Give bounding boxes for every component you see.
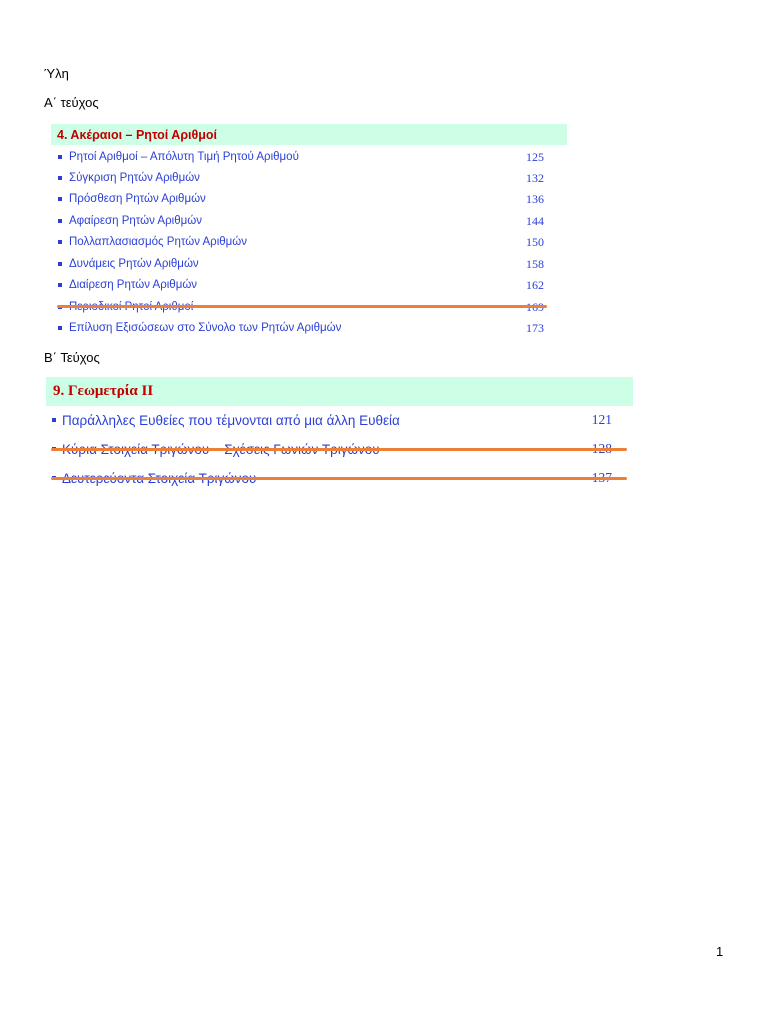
toc-item-title: Δυνάμεις Ρητών Αριθμών [69,258,199,270]
toc-item [58,255,544,273]
toc-item-page: 162 [526,277,544,292]
strikethrough-line [51,477,627,480]
toc-item [58,190,544,208]
toc-item [52,409,612,431]
toc-item-page: 158 [526,256,544,271]
toc-item-title: Διαίρεση Ρητών Αριθμών [69,279,198,291]
toc-item-page: 136 [526,191,544,206]
toc-item-page: 150 [526,234,544,249]
toc-item [58,148,544,166]
toc-item-page: 125 [526,149,544,164]
bullet-icon [58,219,62,223]
volume-b-label: Β΄ Τεύχος [44,350,100,365]
bullet-icon [58,262,62,266]
toc-item-title: Πρόσθεση Ρητών Αριθμών [69,193,206,205]
toc-item-page: 121 [591,412,612,427]
toc-item [58,319,544,337]
bullet-icon [58,197,62,201]
bullet-icon [58,326,62,330]
toc-item-title: Σύγκριση Ρητών Αριθμών [69,172,200,184]
volume-a-label: Α΄ τεύχος [44,95,99,110]
toc-item-title: Αφαίρεση Ρητών Αριθμών [69,215,202,227]
page-number: 1 [716,944,724,959]
toc-item [58,169,544,187]
chapter-b-header [46,377,633,406]
toc-item [58,233,544,251]
toc-item-page: 144 [526,213,544,228]
bullet-icon [52,418,56,422]
strikethrough-line [57,305,547,308]
chapter-a-title: 4. Ακέραιοι – Ρητοί Αριθμοί [57,127,218,142]
toc-item-title: Ρητοί Αριθμοί – Απόλυτη Τιμή Ρητού Αριθμού [69,151,299,163]
toc-item-title: Παράλληλες Ευθείες που τέμνονται από μια άλλη Ευθεία [62,412,400,428]
strikethrough-line [51,448,627,451]
bullet-icon [58,240,62,244]
bullet-icon [58,155,62,159]
page-heading: Ύλη [44,66,69,81]
toc-item-page: 173 [526,320,544,335]
bullet-icon [58,283,62,287]
toc-item-title: Επίλυση Εξισώσεων στο Σύνολο των Ρητών Αριθμών [69,322,342,334]
toc-item [58,276,544,294]
chapter-b-title: 9. Γεωμετρία ΙΙ [53,383,154,399]
toc-item-page: 132 [526,170,544,185]
toc-item-title: Πολλαπλασιασμός Ρητών Αριθμών [69,236,248,248]
chapter-a-header [51,124,567,145]
toc-item [58,212,544,230]
bullet-icon [58,176,62,180]
